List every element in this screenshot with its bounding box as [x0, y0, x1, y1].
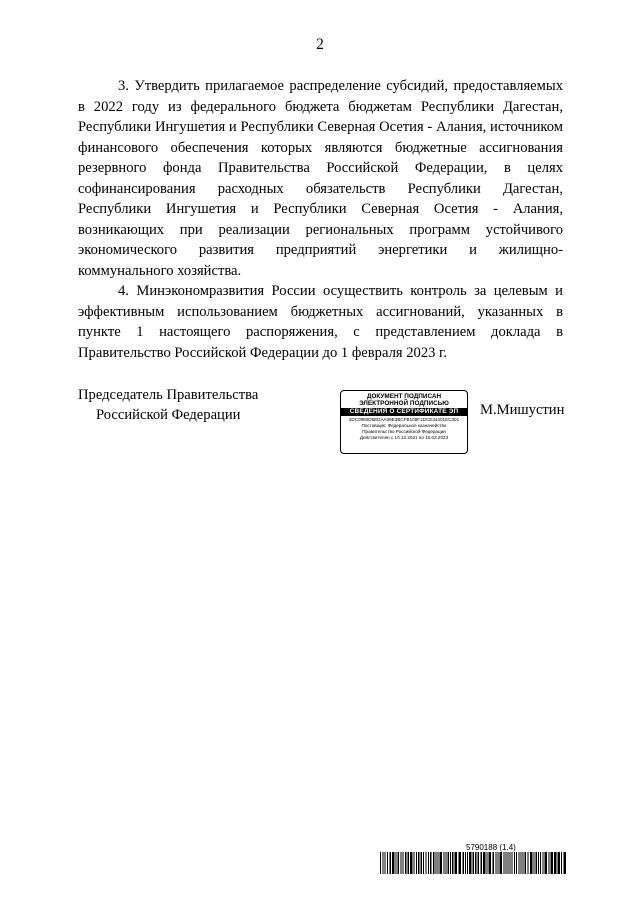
document-code: 5790188 (1.4) — [466, 843, 516, 852]
stamp-line-2: ЭЛЕКТРОННОЙ ПОДПИСЬЮ — [359, 400, 449, 407]
document-body — [78, 76, 563, 363]
barcode-icon — [380, 852, 566, 874]
stamp-line-1: ДОКУМЕНТ ПОДПИСАН — [366, 393, 442, 400]
paragraph-4: 4. Минэкономразвития России осуществить контроль за целевым и эффективным использованием бюджетных ассигнований, указанных в пункте 1 настоящего распоряжения, с представлением доклада в Правительство Российской Федерации до 1 февраля 2023 г. — [78, 283, 563, 361]
stamp-issuer: Поставщик: Федеральное казначейство — [361, 423, 447, 428]
signer-name: М.Мишустин — [480, 402, 565, 418]
signer-title-line-2: Российской Федерации — [96, 407, 241, 423]
signer-title-line-1: Председатель Правительства — [78, 387, 259, 403]
stamp-certificate-bar: СВЕДЕНИЯ О СЕРТИФИКАТЕ ЭП — [341, 408, 467, 416]
paragraph-3: 3. Утвердить прилагаемое распределение субсидий, предоставляемых в 2022 году из федерального бюджета бюджетам Республики Дагестан, Республики Ингушетия и Республики Северная Осетия - Алания, источником финансового обеспечения которых являются бюджетные ассигнования резервного фонда Правительства Российской Федерации, в целях софинансирования расходных обязательств Республики Дагестан, Республики Ингушетия и Республики Северная Осетия - Алания, возникающих при реализации региональных программ устойчивого экономического развития предприятий энергетики и жилищно-коммунального хозяйства. — [78, 78, 563, 279]
signer-title — [78, 385, 278, 425]
stamp-validity: Действителен с 10.12.2021 по 10.03.2023 — [359, 435, 449, 440]
stamp-owner: Правительство Российской Федерации — [362, 429, 446, 434]
electronic-signature-stamp — [340, 390, 468, 454]
stamp-serial: 4DC0950D5EDAA09E3BCFB108F1DCE44401EC301 — [348, 417, 460, 422]
page-number: 2 — [316, 36, 324, 53]
